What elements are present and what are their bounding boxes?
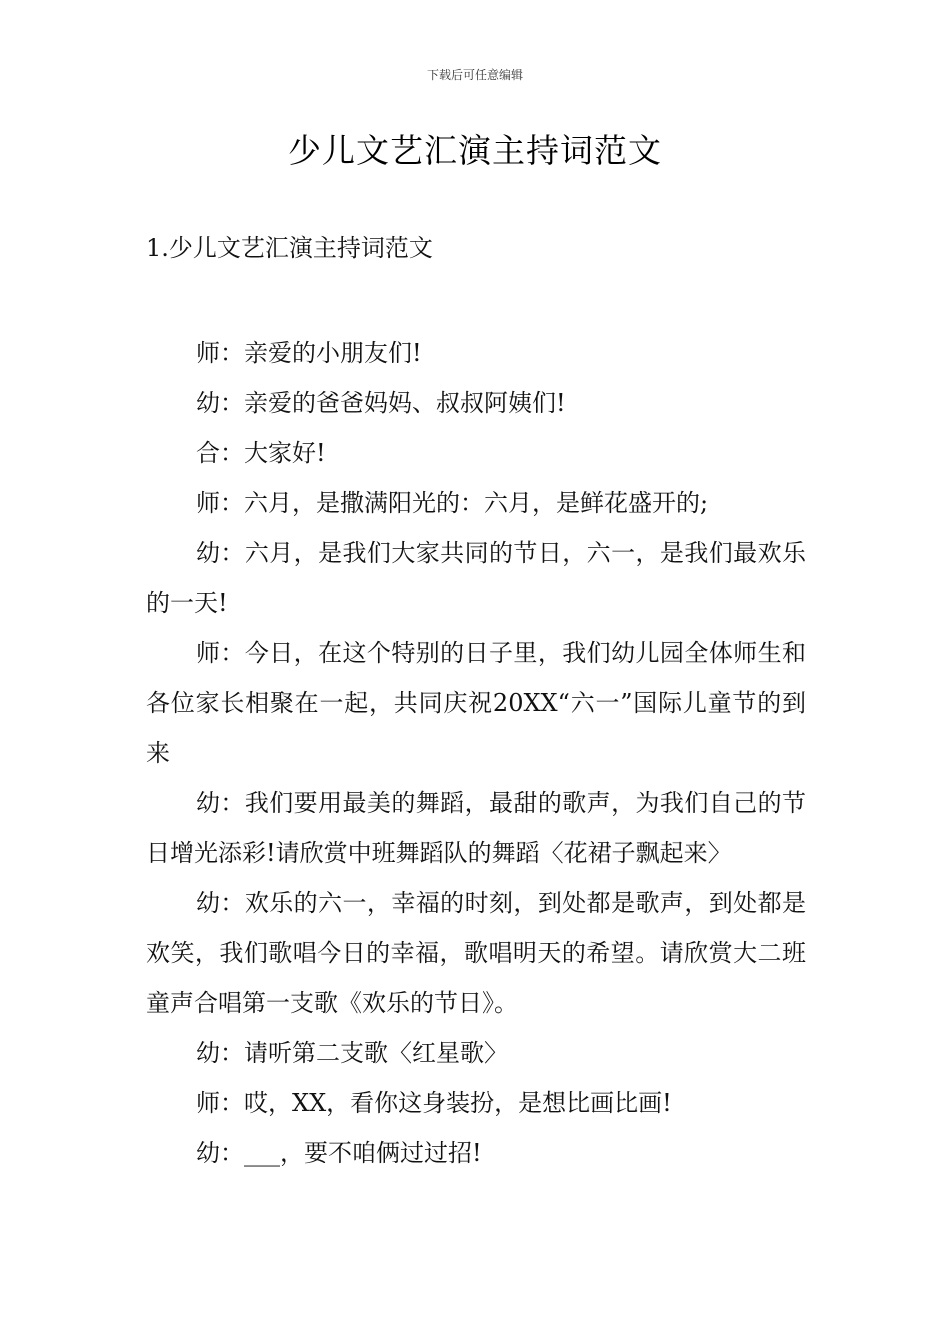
header-note: 下载后可任意编辑 [426, 68, 523, 82]
paragraph: 幼：六月，是我们大家共同的节日，六一，是我们最欢乐的一天! [146, 539, 806, 617]
paragraph: 幼：___，要不咱俩过过招! [196, 1139, 482, 1167]
paragraph: 师：哎，XX，看你这身装扮，是想比画比画! [196, 1089, 672, 1117]
paragraph: 合：大家好! [196, 439, 326, 467]
paragraph: 幼：欢乐的六一，幸福的时刻，到处都是歌声，到处都是欢笑，我们歌唱今日的幸福，歌唱明天的希望。请欣赏大二班童声合唱第一支歌《欢乐的节日》。 [146, 889, 806, 1017]
paragraph: 幼：请听第二支歌〈红星歌〉 [196, 1039, 508, 1067]
body-text [146, 328, 806, 1178]
paragraph: 幼：亲爱的爸爸妈妈、叔叔阿姨们! [196, 389, 566, 417]
paragraph: 师：今日，在这个特别的日子里，我们幼儿园全体师生和各位家长相聚在一起，共同庆祝20XX“六一”国际儿童节的到来 [146, 639, 806, 767]
paragraph: 师：亲爱的小朋友们! [196, 339, 422, 367]
section-heading: 1.少儿文艺汇演主持词范文 [146, 234, 433, 262]
document-title: 少儿文艺汇演主持词范文 [288, 131, 662, 170]
paragraph: 幼：我们要用最美的舞蹈，最甜的歌声，为我们自己的节日增光添彩!请欣赏中班舞蹈队的舞蹈〈花裙子飘起来〉 [146, 789, 806, 867]
paragraph: 师：六月，是撒满阳光的：六月，是鲜花盛开的; [196, 489, 709, 517]
